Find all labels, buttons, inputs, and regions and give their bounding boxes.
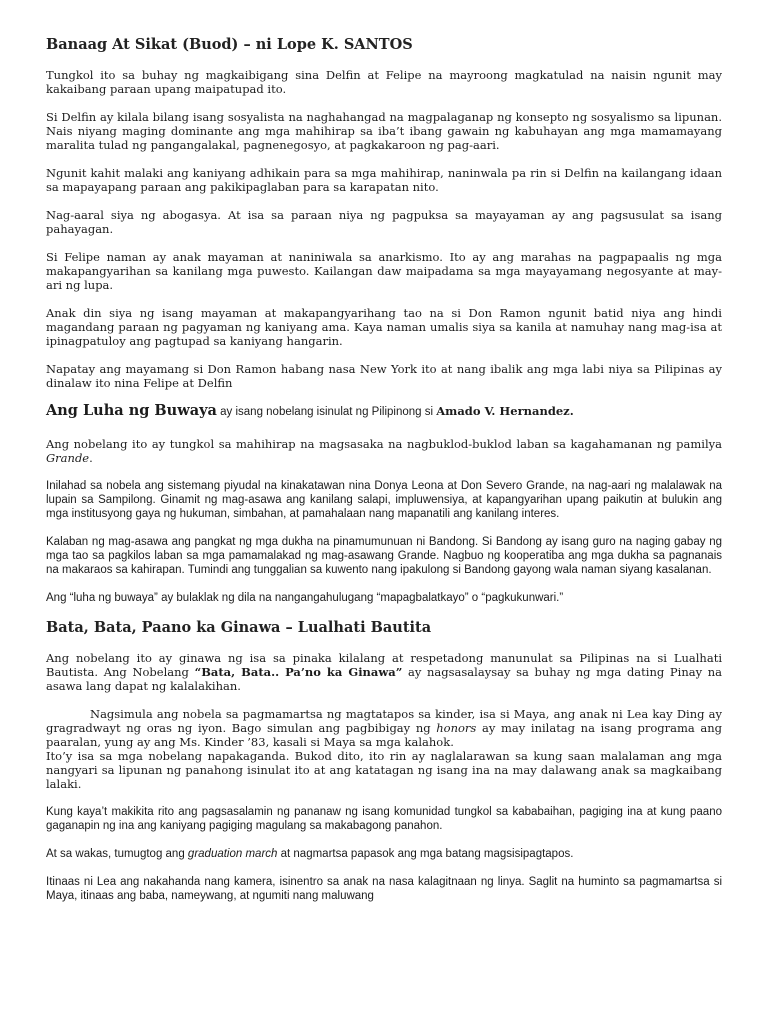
paragraph: Ang “luha ng buwaya” ay bulaklak ng dila na nangangahulugang “mapagbalatkayo” o “pagkukunwari.”	[46, 592, 564, 604]
paragraph: Kalaban ng mag-asawa ang pangkat ng mga dukha na pinamumunuan ni Bandong. Si Bandong ay isang guro na naging gabay ng mga tao sa pagkilos laban sa mga pamamalakad ng mag-asawang Grande. Nagbuo ng kooperatiba ang mga dukha sa pagnanais na makaraos sa kahirapan. Tumindi ang tunggalian sa kuwento nang ipakulong si Bandong gayong wala naman siyang kasalanan.	[46, 536, 722, 576]
italic-text: graduation march	[187, 848, 278, 860]
text-run: Ang nobelang ito ay ginawa ng isa sa pinaka kilalang at respetadong manunulat sa Pilipinas na si Lualhati Bautista. Ang Nobelang	[46, 651, 722, 679]
heading-rest: ay isang nobelang isinulat ng Pilipinong si	[216, 406, 437, 418]
paragraph: Napatay ang mayamang si Don Ramon habang nasa New York ito at nang ibalik ang mga labi niya sa Pilipinas ay dinalaw ito nina Felipe at Delfin	[46, 362, 722, 390]
paragraph	[46, 651, 722, 693]
section-title-bata-bata: Bata, Bata, Paano ka Ginawa – Lualhati Bautita	[46, 619, 432, 636]
paragraph: Kung kaya’t makikita rito ang pagsasalamin ng pananaw ng isang komunidad tungkol sa kababaihan, pagiging ina at kung paano gaganapin ng ina ang kaniyang pagiging magulang sa makabagong panahon.	[46, 806, 722, 832]
text-run: at nagmartsa papasok ang mga batang magsisipagtapos.	[277, 848, 574, 860]
paragraph: Si Felipe naman ay anak mayaman at naniniwala sa anarkismo. Ito ay ang marahas na pagpapaalis ng mga makapangyarihan sa kanilang mga puwesto. Kailangan daw maipadama sa mga mayayamang negosyante at may-ari ng lupa.	[46, 250, 722, 292]
paragraph: Si Delfin ay kilala bilang isang sosyalista na naghahangad na magpalaganap ng konsepto ng sosyalismo sa lipunan. Nais niyang maging dominante ang mga mahihirap sa iba’t ibang gawain ng kabuhayan ang mga mamamayang maralita tulad ng pangangalakal, pagnenegosyo, at pagkakaroon ng pag-aari.	[46, 110, 722, 152]
document-page	[46, 36, 722, 903]
bold-title: “Bata, Bata.. Pa’no ka Ginawa”	[194, 665, 403, 679]
author-name: Amado V. Hernandez.	[436, 404, 574, 418]
text-run: ay nagsasalaysay sa buhay ng mga dating Pinay na asawa lang dapat ng kalalakihan.	[46, 665, 723, 693]
text-run: Ang nobelang ito ay tungkol sa mahihirap na magsasaka na nagbuklod-buklod laban sa kagahamanan ng pamilya	[46, 437, 722, 451]
text-run: At sa wakas, tumugtog ang	[46, 848, 188, 860]
text-run: ay may inilatag na isang programa ang paaralan, yung ay ang Ms. Kinder ’83, kasali si Maya sa mga kalahok.	[46, 721, 723, 749]
paragraph: Ito’y isa sa mga nobelang napakaganda. Bukod dito, ito rin ay naglalarawan sa kung saan malalaman ang mga nangyari sa lipunan ng panahong isinulat ito at ang katatagan ng isang ina na may dalawang anak sa magkaibang lalaki.	[46, 749, 722, 791]
paragraph: Nag-aaral siya ng abogasya. At isa sa paraan niya ng pagpuksa sa mayayaman ay ang pagsusulat sa isang pahayagan.	[46, 208, 722, 236]
text-run: Nagsimula ang nobela sa pagmamartsa ng magtatapos sa kinder, isa si Maya, ang anak ni Lea kay Ding ay gragradwayt ng oras ng iyon. Bago simulan ang pagbibigay ng	[46, 707, 722, 735]
paragraph: Ngunit kahit malaki ang kaniyang adhikain para sa mga mahihirap, naninwala pa rin si Delfin na kailangang idaan sa mapayapang paraan ang pakikipaglaban para sa karapatan nito.	[46, 166, 722, 194]
italic-text: Grande	[46, 451, 90, 465]
paragraph: Anak din siya ng isang mayaman at makapangyarihang tao na si Don Ramon ngunit batid niya ang hindi magandang paraan ng pagyaman ng kaniyang ama. Kaya naman umalis siya sa kanila at namuhay nang mag-isa at ipinagpatuloy ang pagtupad sa kaniyang hangarin.	[46, 306, 722, 348]
paragraph: Tungkol ito sa buhay ng magkaibigang sina Delfin at Felipe na mayroong magkatulad na naisin ngunit may kakaibang paraan upang maipatupad ito.	[46, 68, 722, 96]
paragraph	[46, 707, 722, 749]
text-run: .	[89, 451, 93, 465]
paragraph	[46, 847, 722, 861]
italic-text: honors	[436, 721, 477, 735]
heading-text: Ang Luha ng Buwaya	[46, 402, 217, 419]
section-title-banaag-at-sikat: Banaag At Sikat (Buod) – ni Lope K. SANTOS	[46, 36, 413, 53]
paragraph: Inilahad sa nobela ang sistemang piyudal na kinakatawan nina Donya Leona at Don Severo Grande, na nag-aari ng malalawak na lupain sa Sampilong. Ginamit ng mag-asawa ang kanilang salapi, impluwensiya, at kapangyarihan upang paikutin at bulukin ang mga institusyong gaya ng hukuman, simbahan, at pamahalaan nang mapanatili ang kanilang interes.	[46, 480, 722, 520]
paragraph	[46, 437, 722, 465]
section-title-luha-ng-buwaya	[46, 402, 722, 421]
paragraph: Itinaas ni Lea ang nakahanda nang kamera, isinentro sa anak na nasa kalagitnaan ng linya. Saglit na huminto sa pagmamartsa si Maya, itinaas ang baba, nameywang, at ngumiti nang maluwang	[46, 876, 722, 902]
